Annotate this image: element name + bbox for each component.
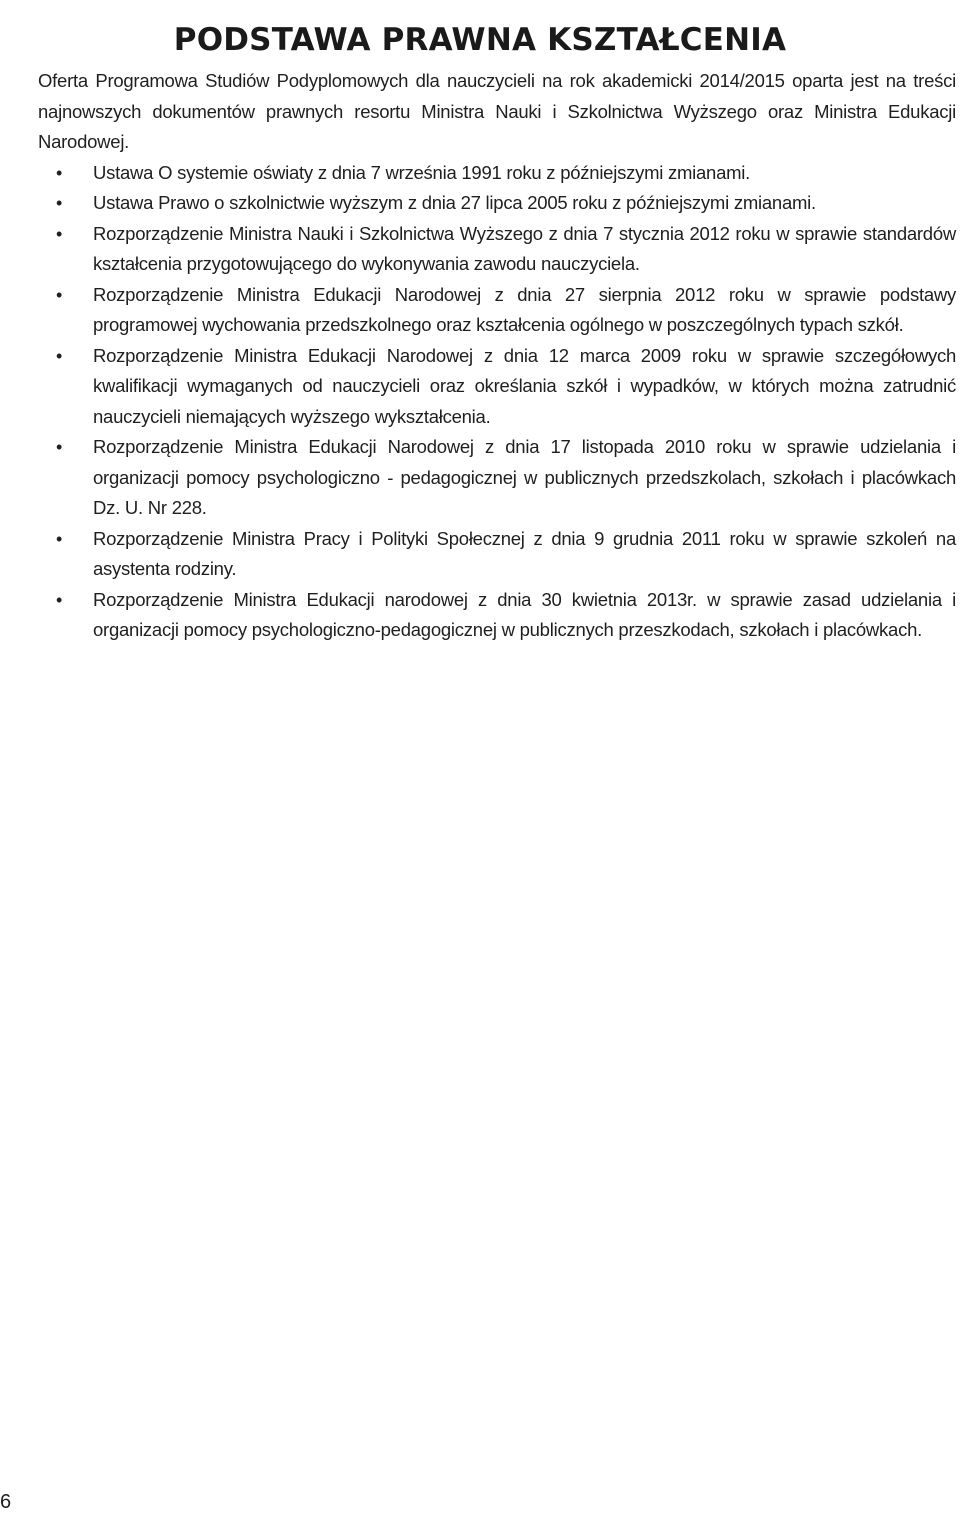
- list-item-text: Rozporządzenie Ministra Edukacji narodowej z dnia 30 kwietnia 2013r. w sprawie zasad udzielania i organizacji pomocy psychologiczno-pedagogicznej w publicznych przeszkodach, szkołach i placówkach.: [93, 588, 956, 640]
- bullet-icon: •: [56, 437, 63, 457]
- bullet-icon: •: [56, 162, 63, 183]
- bullet-icon: •: [56, 284, 63, 305]
- list-item-text: Ustawa O systemie oświaty z dnia 7 września 1991 roku z późniejszymi zmianami.: [93, 161, 751, 183]
- bullet-icon: •: [56, 528, 63, 549]
- list-item: [38, 524, 956, 585]
- list-item-text: Rozporządzenie Ministra Edukacji Narodowej z dnia 12 marca 2009 roku w sprawie szczegółowych kwalifikacji wymaganych od nauczycieli oraz określania szkół i wypadków, w których można zatrudnić nauczycieli niemających wyższego wykształcenia.: [93, 344, 956, 427]
- list-item: [38, 219, 956, 280]
- page-title: PODSTAWA PRAWNA KSZTAŁCENIA: [173, 21, 787, 58]
- list-item: [38, 585, 956, 646]
- page-number: 6: [0, 1491, 12, 1513]
- list-item: [38, 341, 956, 433]
- list-item: [38, 432, 956, 524]
- document-body: [38, 66, 956, 646]
- intro-paragraph: Oferta Programowa Studiów Podyplomowych dla nauczycieli na rok akademicki 2014/2015 oparta jest na treści najnowszych dokumentów prawnych resortu Ministra Nauki i Szkolnictwa Wyższego oraz Ministra Edukacji Narodowej.: [38, 70, 956, 152]
- list-item-text: Rozporządzenie Ministra Pracy i Polityki Społecznej z dnia 9 grudnia 2011 roku w sprawie szkoleń na asystenta rodziny.: [93, 527, 956, 579]
- list-item: [38, 158, 956, 189]
- list-item-text: Rozporządzenie Ministra Edukacji Narodowej z dnia 27 sierpnia 2012 roku w sprawie podstawy programowej wychowania przedszkolnego oraz kształcenia ogólnego w poszczególnych typach szkół.: [93, 283, 956, 335]
- list-item: [38, 280, 956, 341]
- list-item: [38, 188, 956, 219]
- legal-basis-list: [38, 158, 956, 646]
- list-item-text: Rozporządzenie Ministra Nauki i Szkolnictwa Wyższego z dnia 7 stycznia 2012 roku w sprawie standardów kształcenia przygotowującego do wykonywania zawodu nauczyciela.: [93, 222, 956, 274]
- list-item-text: Rozporządzenie Ministra Edukacji Narodowej z dnia 17 listopada 2010 roku w sprawie udzielania i organizacji pomocy psychologiczno - pedagogicznej w publicznych przedszkolach, szkołach i placówkach Dz. U. Nr 228.: [93, 436, 956, 518]
- bullet-icon: •: [56, 193, 63, 213]
- bullet-icon: •: [56, 345, 63, 366]
- bullet-icon: •: [56, 589, 63, 610]
- list-item-text: Ustawa Prawo o szkolnictwie wyższym z dnia 27 lipca 2005 roku z późniejszymi zmianami.: [93, 192, 816, 213]
- bullet-icon: •: [56, 223, 63, 244]
